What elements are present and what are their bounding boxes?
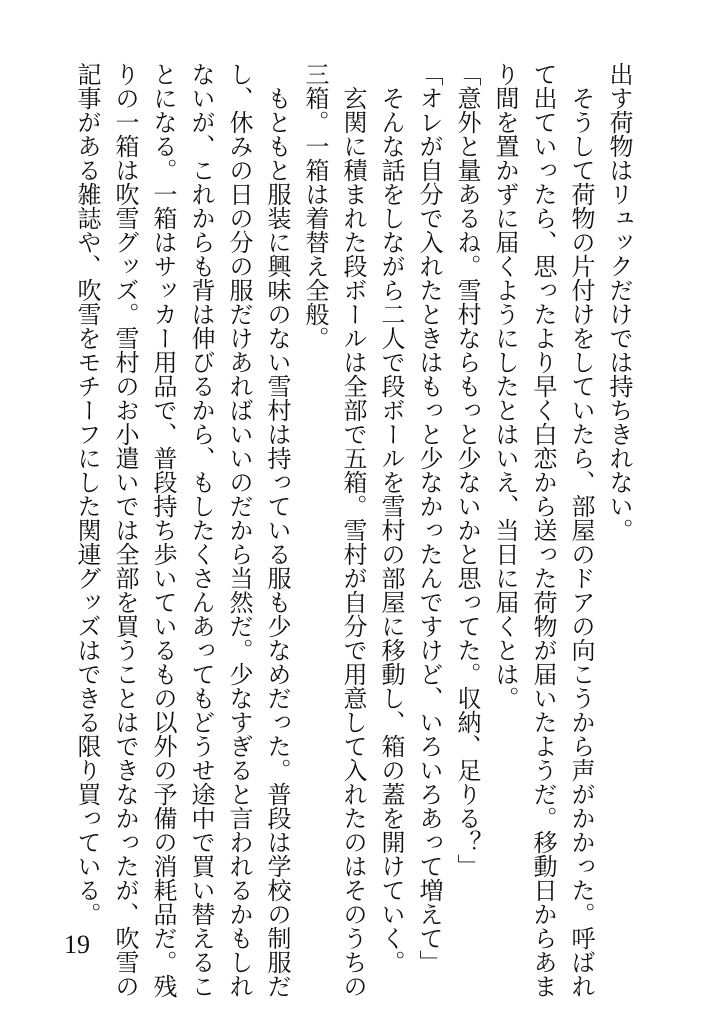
text-line: もともと服装に興味のない雪村は持っている服も少なめだった。普段は学校の制服だ <box>263 62 291 998</box>
text-line: 出す荷物はリュックだけでは持ちきれない。 <box>605 62 633 542</box>
text-line: とになる。一箱はサッカー用品で、普段持ち歩いているもの以外の予備の消耗品だ。残 <box>149 62 177 998</box>
text-line: そうして荷物の片付けをしていたら、部屋のドアの向こうから声がかかった。呼ばれ <box>567 62 595 998</box>
text-line: 記事がある雑誌や、吹雪をモチーフにした関連グッズはできる限り買っている。 <box>73 62 101 926</box>
text-line: ないが、これからも背は伸びるから、もしたくさんあってもどうせ途中で買い替えるこ <box>187 62 215 998</box>
text-line: り間を置かずに届くようにしたとはいえ、当日に届くとは。 <box>491 62 519 710</box>
text-line: そんな話をしながら二人で段ボールを雪村の部屋に移動し、箱の蓋を開けていく。 <box>377 62 405 974</box>
text-line: 「オレが自分で入れたときはもっと少なかったんですけど、いろいろあって増えて」 <box>415 62 443 974</box>
text-line: て出ていったら、思ったより早く白恋から送った荷物が届いたようだ。移動日からあま <box>529 62 557 998</box>
page-number: 19 <box>64 930 90 959</box>
text-line: 玄関に積まれた段ボールは全部で五箱。雪村が自分で用意して入れたのはそのうちの <box>339 62 367 998</box>
text-line: りの一箱は吹雪グッズ。雪村のお小遣いでは全部を買うことはできなかったが、吹雪の <box>111 62 139 998</box>
text-line: し、休みの日の分の服だけあればいいのだから当然だ。少なすぎると言われるかもしれ <box>225 62 253 998</box>
text-line: 三箱。一箱は着替え全般。 <box>301 62 329 350</box>
text-line: 「意外と量あるね。雪村ならもっと少ないかと思ってた。収納、足りる？」 <box>453 62 481 878</box>
